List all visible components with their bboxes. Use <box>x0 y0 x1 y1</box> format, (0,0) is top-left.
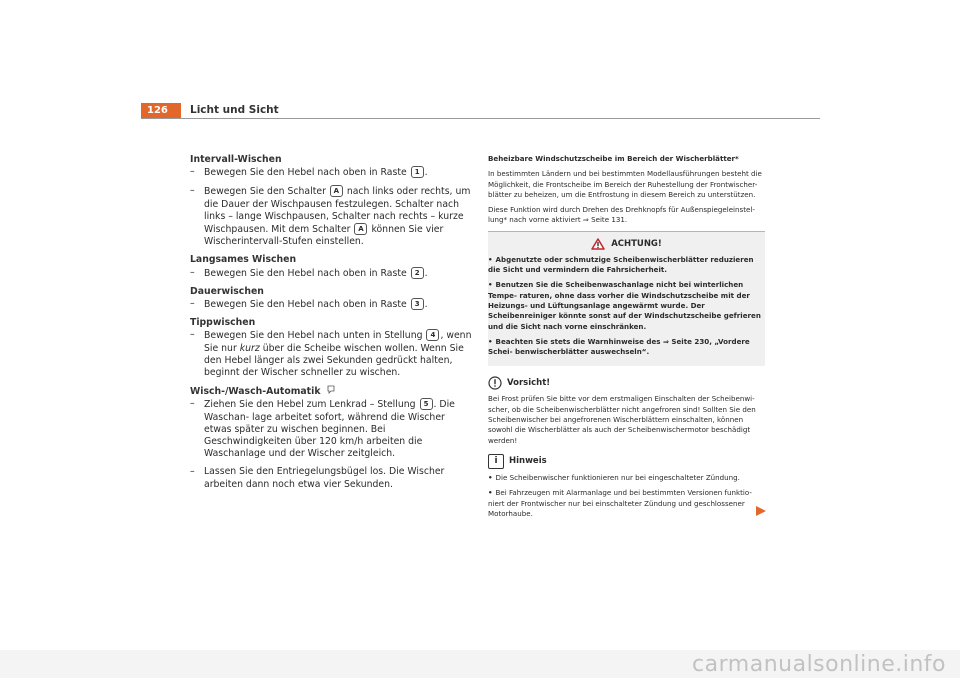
caution-icon <box>488 376 502 390</box>
heating-heading: Beheizbare Windschutzscheibe im Bereich der Wischerblätter* <box>488 154 739 163</box>
left-column <box>190 154 475 497</box>
info-icon <box>326 385 336 395</box>
note-heading: i Hinweis <box>488 454 765 469</box>
switch-marker-a: A <box>330 185 343 197</box>
step-wasch-1: – Ziehen Sie den Hebel zum Lenkrad – Stellung 5 . Die Waschan- lage arbeitet sofort, während die Wischer etwas später zu wischen beginnen. Bei Geschwindigkeiten über 120 km/h arbeiten die Waschanlage und der Wischer zeitgleich. <box>190 398 455 460</box>
warning-box <box>488 231 765 367</box>
chapter-title: Licht und Sicht <box>190 104 279 116</box>
position-marker-3: 3 <box>411 298 424 310</box>
warning-title: ACHTUNG! <box>611 238 662 249</box>
heading-tipp: Tippwischen <box>190 317 256 329</box>
page-number: 126 <box>141 103 181 118</box>
heading-intervall: Intervall-Wischen <box>190 154 282 165</box>
step-dauer-1: – Bewegen Sie den Hebel nach oben in Raste 3 . <box>190 298 428 311</box>
note-item: • Die Scheibenwischer funktionieren nur bei eingeschalteter Zündung. <box>488 472 740 482</box>
heating-paragraph-2: Diese Funktion wird durch Drehen des Drehknopfs für Außenspiegeleinstel- lung* nach vorne aktiviert ⇒ Seite 131. <box>488 205 755 225</box>
caution-text: Bei Frost prüfen Sie bitte vor dem erstmaligen Einschalten der Scheibenwi- scher, ob die Scheibenwischerblätter nicht angefroren sind! Sollten Sie den Scheibenwischer bei angefrorenen Wischerblättern einschalten, können sowohl die Wischerblätter als auch der Scheibenwischermotor beschädigt werden! <box>488 394 756 445</box>
step-intervall-1: – Bewegen Sie den Hebel nach oben in Raste 1 . <box>190 166 428 179</box>
step-wasch-2: – Lassen Sie den Entriegelungsbügel los. Die Wischer arbeiten dann noch etwa vier Sekunden. <box>190 466 445 490</box>
step-langsam-1: – Bewegen Sie den Hebel nach oben in Raste 2 . <box>190 266 428 279</box>
position-marker-4: 4 <box>426 329 439 341</box>
heating-paragraph-1: In bestimmten Ländern und bei bestimmten Modellausführungen besteht die Möglichkeit, die Frontscheibe im Bereich der Ruhestellung der Frontwischer- blätter zu beheizen, um die Entfrostung in diesem Bereich zu unterstützen. <box>488 169 762 199</box>
note-icon: i <box>488 454 504 469</box>
position-marker-5: 5 <box>420 398 433 410</box>
heading-langsam: Langsames Wischen <box>190 254 297 266</box>
warning-item: • Benutzen Sie die Scheibenwaschanlage nicht bei winterlichen Tempe- raturen, ohne dass vorher die Windschutzscheibe mit der Heizungs- und Lüftungsanlage angewärmt wurde. Der Scheibenreiniger könnte sonst auf der Windschutzscheibe gefrieren und die Sicht nach vorne einschränken. <box>488 280 761 331</box>
next-page-arrow-icon[interactable] <box>755 505 767 517</box>
caution-heading: Vorsicht! <box>488 376 765 390</box>
step-intervall-2: – Bewegen Sie den Schalter A nach links oder rechts, um die Dauer der Wischpausen festzulegen. Schalter nach links – lange Wischpausen, Schalter nach rechts – kurze Wischpausen. Mit dem Schalter A können Sie vier Wischerintervall-Stufen einstellen. <box>190 185 471 248</box>
warning-item: • Abgenutzte oder schmutzige Scheibenwischerblätter reduzieren die Sicht und vermindern die Fahrsicherheit. <box>488 254 754 275</box>
warning-item: • Beachten Sie stets die Warnhinweise des ⇒ Seite 230, „Vordere Schei- benwischerblätter auswechseln“. <box>488 336 750 357</box>
note-item: • Bei Fahrzeugen mit Alarmanlage und bei bestimmten Versionen funktio- niert der Frontwischer nur bei einschalteter Zündung und geschlossener Motorhaube. <box>488 488 752 518</box>
heading-dauer: Dauerwischen <box>190 285 264 297</box>
position-marker-1: 1 <box>411 166 424 178</box>
heading-wasch: Wisch-/Wasch-Automatik <box>190 385 475 398</box>
header-divider <box>141 118 820 119</box>
warning-icon <box>591 238 605 250</box>
footer-watermark: carmanualsonline.info <box>0 650 960 678</box>
position-marker-2: 2 <box>411 267 424 279</box>
step-tipp-1: – Bewegen Sie den Hebel nach unten in Stellung 4 , wenn Sie nur kurz über die Scheibe wischen wollen. Wenn Sie den Hebel länger als zwei Sekunden gedrückt halten, beginnt der Wischer schneller zu wischen. <box>190 329 472 379</box>
switch-marker-a-2: A <box>354 223 367 235</box>
right-column <box>488 154 765 524</box>
